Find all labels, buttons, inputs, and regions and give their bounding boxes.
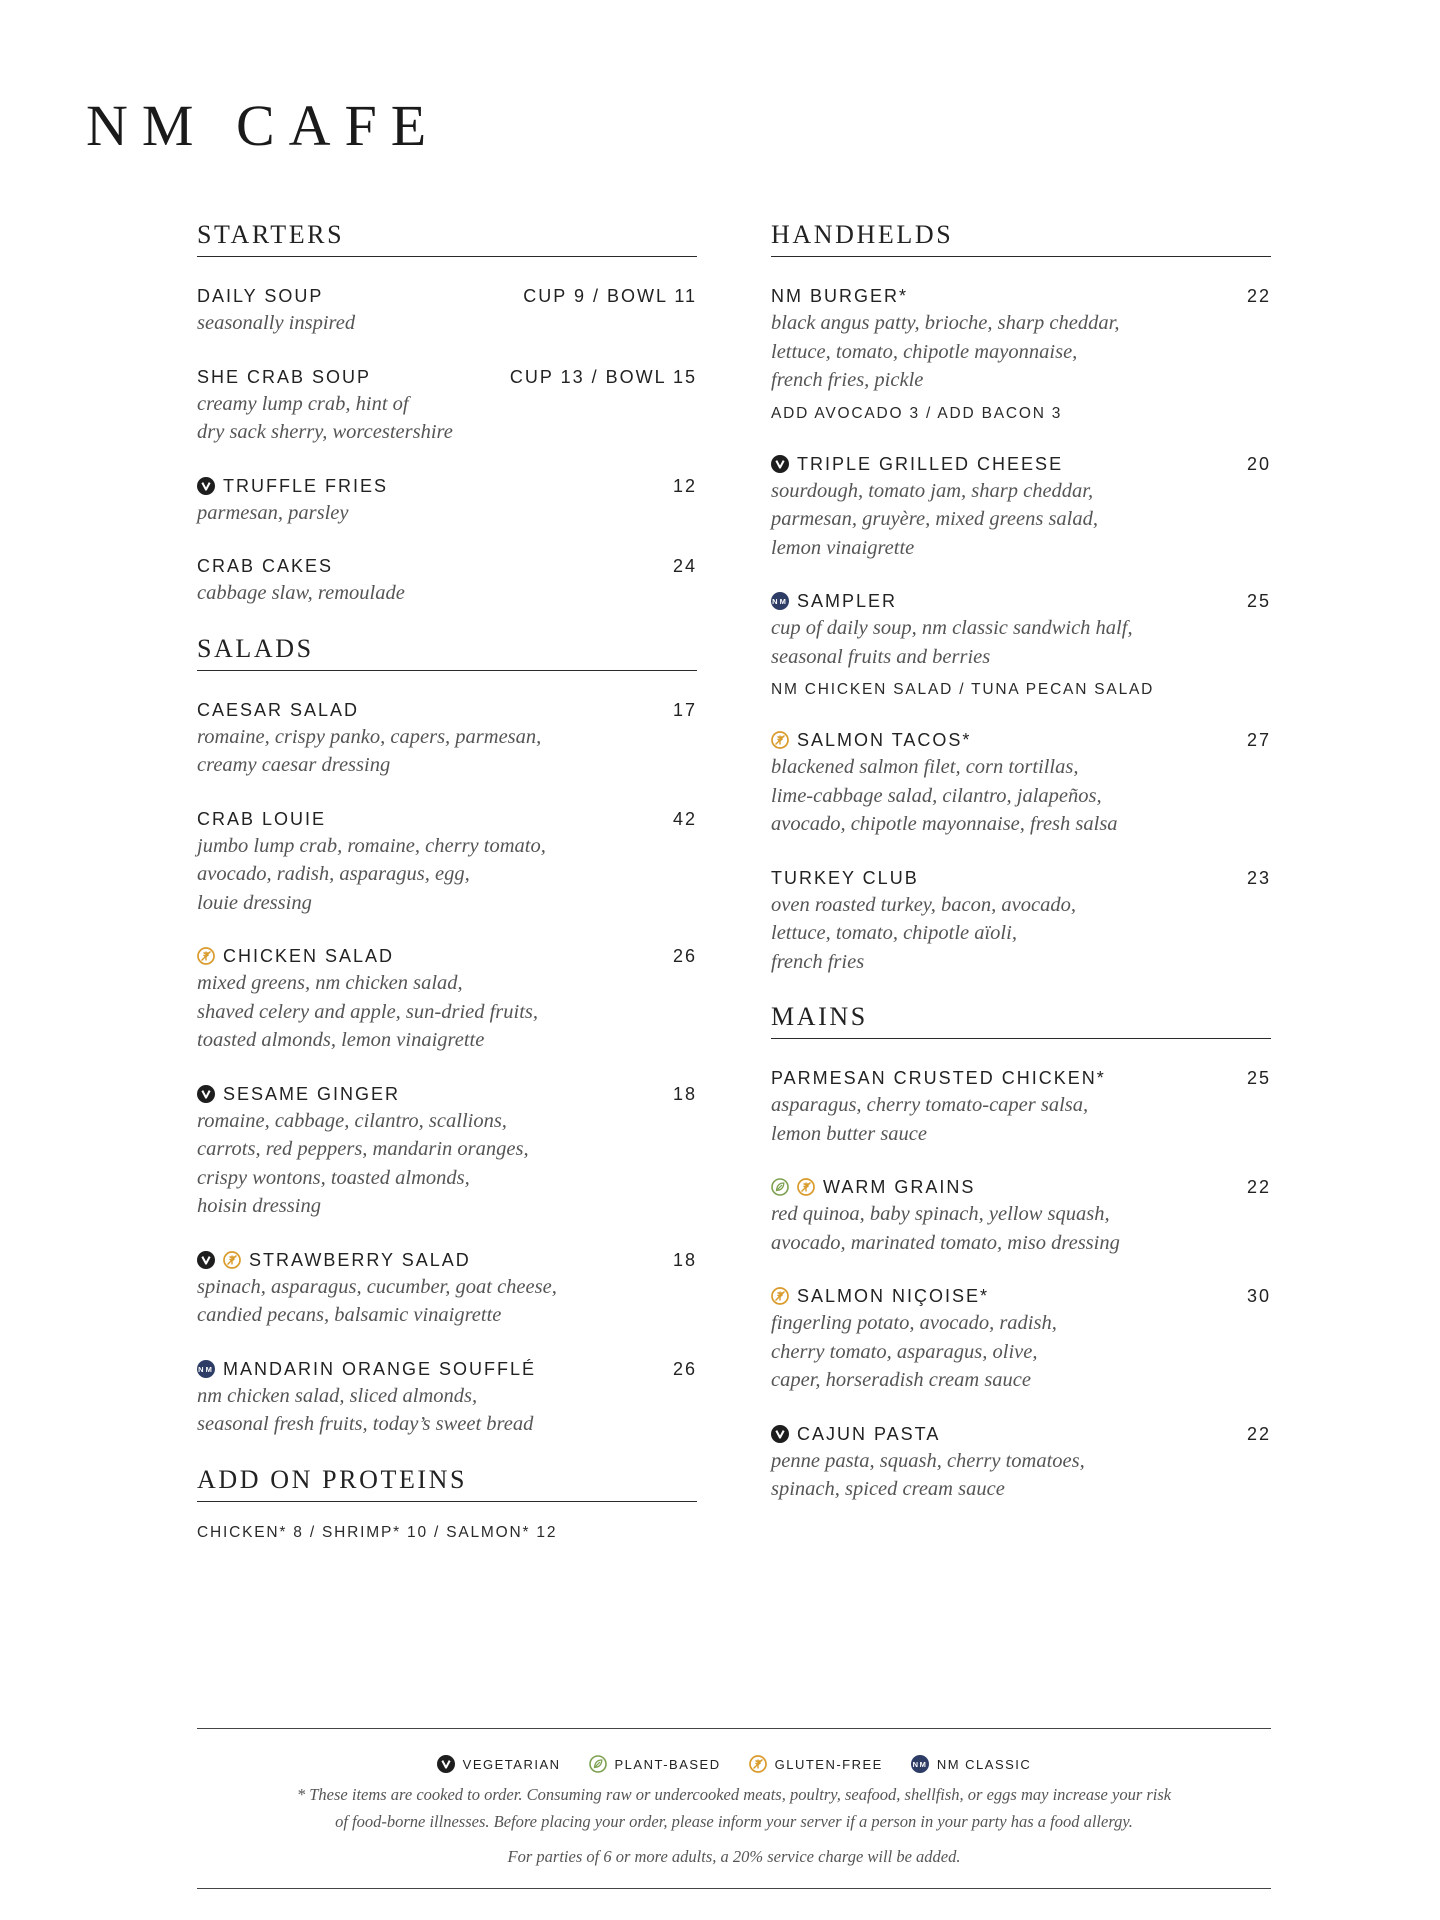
- description-line: sourdough, tomato jam, sharp cheddar,: [771, 479, 1094, 502]
- menu-item-header: [771, 283, 1271, 309]
- nm-classic-icon: [771, 592, 789, 610]
- menu-item: [771, 1174, 1271, 1257]
- description-line: seasonally inspired: [197, 312, 356, 334]
- menu-item-title: [197, 1356, 536, 1382]
- menu-item-description: [197, 499, 697, 528]
- description-line: penne pasta, squash, cherry tomatoes,: [771, 1449, 1085, 1472]
- menu-item-description: [771, 1309, 1271, 1395]
- menu-item-name: CAESAR SALAD: [197, 699, 360, 720]
- menu-item-description: [771, 891, 1271, 977]
- menu-item: [771, 283, 1271, 425]
- description-line: creamy caesar dressing: [197, 754, 391, 776]
- service-charge-note: For parties of 6 or more adults, a 20% service charge will be added.: [507, 1847, 961, 1866]
- menu-item-title: [197, 283, 323, 309]
- menu-item-title: [771, 588, 897, 614]
- description-line: mixed greens, nm chicken salad,: [197, 972, 463, 994]
- menu-item-price: 26: [672, 1358, 697, 1379]
- menu-item: [771, 451, 1271, 563]
- description-line: caper, horseradish cream sauce: [771, 1369, 1032, 1391]
- description-line: avocado, marinated tomato, miso dressing: [771, 1231, 1120, 1254]
- menu-item-header: [771, 588, 1271, 614]
- menu-item-addon: NM CHICKEN SALAD / TUNA PECAN SALAD: [771, 681, 1155, 698]
- description-line: parmesan, gruyère, mixed greens salad,: [771, 508, 1098, 530]
- menu-item-header: [197, 1356, 697, 1382]
- menu-item-price: 25: [1246, 591, 1271, 611]
- menu-item-price: CUP 13 / BOWL 15: [509, 366, 697, 387]
- nm-classic-icon: [197, 1360, 215, 1378]
- description-line: lime-cabbage salad, cilantro, jalapeños,: [771, 784, 1102, 807]
- menu-item-header: [197, 553, 697, 579]
- description-line: lemon butter sauce: [771, 1122, 927, 1145]
- menu-item-header: [771, 727, 1271, 753]
- menu-item: [197, 283, 697, 338]
- menu-item-addon: ADD AVOCADO 3 / ADD BACON 3: [771, 404, 1063, 422]
- description-line: jumbo lump crab, romaine, cherry tomato,: [197, 834, 546, 857]
- menu-item-name: TRUFFLE FRIES: [223, 475, 389, 496]
- menu-item-description: [197, 579, 697, 608]
- page-title: NM CAFE: [86, 93, 441, 158]
- proteins-line: CHICKEN* 8 / SHRIMP* 10 / SALMON* 12: [197, 1523, 558, 1541]
- description-line: crispy wontons, toasted almonds,: [197, 1166, 470, 1189]
- section-title-salads: SALADS: [197, 634, 697, 671]
- menu-item-name: CHICKEN SALAD: [223, 946, 395, 966]
- menu-item-price: 42: [672, 808, 697, 829]
- disclaimer-line: of food-borne illnesses. Before placing your order, please inform your server if a person in your party has a food allergy.: [335, 1812, 1133, 1831]
- description-line: oven roasted turkey, bacon, avocado,: [771, 893, 1076, 916]
- menu-item-header: [197, 697, 697, 723]
- menu-item: [771, 865, 1271, 977]
- description-line: shaved celery and apple, sun-dried fruits,: [197, 1000, 539, 1023]
- description-line: blackened salmon filet, corn tortillas,: [771, 756, 1079, 778]
- menu-item-description: [197, 969, 697, 1055]
- legend-item-plant-based: [589, 1755, 721, 1773]
- section-title-proteins: ADD ON PROTEINS: [197, 1465, 697, 1502]
- menu-item-header: [197, 806, 697, 832]
- description-line: black angus patty, brioche, sharp cheddar,: [771, 312, 1120, 334]
- description-line: lettuce, tomato, chipotle aïoli,: [771, 922, 1017, 944]
- menu-item-price: 25: [1246, 1068, 1271, 1088]
- menu-item-description: [197, 390, 697, 447]
- menu-item-name: SHE CRAB SOUP: [197, 366, 372, 387]
- menu-item-header: [197, 364, 697, 390]
- description-line: seasonal fruits and berries: [771, 645, 991, 668]
- menu-item-name: SAMPLER: [797, 591, 898, 611]
- vegetarian-icon: [771, 455, 789, 473]
- menu-item-title: [771, 451, 1063, 477]
- menu-item-name: NM BURGER*: [771, 286, 909, 306]
- disclaimer-line: * These items are cooked to order. Consuming raw or undercooked meats, poultry, seafood, shellfish, or eggs may increase your risk: [296, 1785, 1172, 1804]
- menu-item-header: [197, 1081, 697, 1107]
- menu-item: [771, 1065, 1271, 1148]
- menu-item-price: 22: [1246, 1177, 1271, 1197]
- menu-item-title: [197, 553, 333, 579]
- description-line: carrots, red peppers, mandarin oranges,: [197, 1138, 529, 1160]
- legend-item-gluten-free: [749, 1755, 883, 1773]
- menu-item: [771, 1283, 1271, 1395]
- description-line: fingerling potato, avocado, radish,: [771, 1312, 1057, 1334]
- right-column: [771, 220, 1271, 1530]
- description-line: asparagus, cherry tomato-caper salsa,: [771, 1094, 1089, 1116]
- menu-item-description: [197, 723, 697, 780]
- menu-item-description: [771, 753, 1271, 839]
- vegetarian-icon: [197, 1251, 215, 1269]
- menu-item-name: SALMON NIÇOISE*: [797, 1286, 990, 1306]
- menu-item-price: 22: [1246, 286, 1271, 306]
- menu-item: [197, 364, 697, 447]
- gluten-free-icon: [223, 1251, 241, 1269]
- menu-item-description: [771, 309, 1271, 395]
- menu-item-title: [771, 1421, 940, 1447]
- vegetarian-icon: [197, 1085, 215, 1103]
- legend-item-nm-classic: [911, 1755, 1031, 1773]
- menu-item-title: [197, 697, 359, 723]
- legend-label: NM CLASSIC: [936, 1756, 1032, 1772]
- description-line: candied pecans, balsamic vinaigrette: [197, 1304, 502, 1326]
- menu-item-header: [771, 865, 1271, 891]
- menu-item: [197, 806, 697, 918]
- plant-based-icon: [771, 1178, 789, 1196]
- menu-item: [197, 473, 697, 528]
- menu-item-price: 30: [1246, 1286, 1271, 1306]
- menu-item-description: [771, 1447, 1271, 1504]
- description-line: romaine, cabbage, cilantro, scallions,: [197, 1109, 507, 1132]
- description-line: red quinoa, baby spinach, yellow squash,: [771, 1203, 1110, 1225]
- legend-item-vegetarian: [437, 1755, 561, 1773]
- menu-item-name: SESAME GINGER: [223, 1083, 401, 1104]
- description-line: cherry tomato, asparagus, olive,: [771, 1340, 1038, 1363]
- menu-item-title: [197, 1081, 400, 1107]
- menu-item: [771, 1421, 1271, 1504]
- menu-item-header: [771, 1283, 1271, 1309]
- menu-item-price: 27: [1246, 730, 1271, 750]
- handhelds-list: [771, 283, 1271, 976]
- menu-item-description: [197, 1273, 697, 1330]
- menu-item-title: [771, 1283, 989, 1309]
- menu-item-description: [197, 1382, 697, 1439]
- description-line: lettuce, tomato, chipotle mayonnaise,: [771, 340, 1078, 363]
- footer: [197, 1728, 1271, 1870]
- menu-item-name: CRAB LOUIE: [197, 808, 327, 829]
- section-title-mains: MAINS: [771, 1002, 1271, 1039]
- menu-item-title: [771, 727, 971, 753]
- menu-item-title: [771, 1174, 975, 1200]
- section-title-starters: STARTERS: [197, 220, 697, 257]
- gluten-free-icon: [197, 947, 215, 965]
- menu-item-price: 26: [672, 946, 697, 966]
- allergy-disclaimer: [264, 1781, 1204, 1835]
- description-line: romaine, crispy panko, capers, parmesan,: [197, 725, 542, 748]
- section-title-handhelds: HANDHELDS: [771, 220, 1271, 257]
- description-line: spinach, asparagus, cucumber, goat cheese,: [197, 1275, 557, 1298]
- menu-item-description: [197, 832, 697, 918]
- menu-item-description: [771, 477, 1271, 563]
- vegetarian-icon: [771, 1425, 789, 1443]
- menu-item-title: [771, 283, 908, 309]
- menu-item-header: [197, 473, 697, 499]
- vegetarian-icon: [437, 1755, 455, 1773]
- menu-item: [197, 943, 697, 1055]
- menu-item: [197, 1356, 697, 1439]
- menu-item-description: [197, 1107, 697, 1221]
- menu-item-header: [197, 283, 697, 309]
- menu-item-name: CRAB CAKES: [197, 556, 334, 576]
- description-line: spinach, spiced cream sauce: [771, 1478, 1005, 1500]
- menu-item-price: 17: [672, 699, 697, 720]
- description-line: hoisin dressing: [197, 1195, 321, 1217]
- menu-item-description: [771, 1091, 1271, 1148]
- menu-item-name: CAJUN PASTA: [797, 1423, 941, 1444]
- legend-label: VEGETARIAN: [462, 1756, 561, 1772]
- menu-item-header: [197, 943, 697, 969]
- mains-list: [771, 1065, 1271, 1504]
- menu-item-title: [771, 1065, 1106, 1091]
- menu-item-price: 18: [672, 1083, 697, 1104]
- menu-item-price: 18: [672, 1249, 697, 1270]
- menu-item-title: [197, 1247, 471, 1273]
- menu-item-description: [197, 309, 697, 338]
- gluten-free-icon: [771, 731, 789, 749]
- menu-item: [771, 588, 1271, 701]
- gluten-free-icon: [749, 1755, 767, 1773]
- menu-item-title: [771, 865, 919, 891]
- description-line: cup of daily soup, nm classic sandwich half,: [771, 617, 1133, 639]
- vegetarian-icon: [197, 477, 215, 495]
- footer-divider: [197, 1888, 1271, 1889]
- menu-item-price: CUP 9 / BOWL 11: [523, 286, 697, 306]
- menu-item: [197, 553, 697, 608]
- description-line: creamy lump crab, hint of: [197, 392, 409, 415]
- menu-item-title: [197, 364, 371, 390]
- menu-item-header: [771, 1065, 1271, 1091]
- menu-item-header: [771, 1174, 1271, 1200]
- legend: [197, 1755, 1271, 1773]
- nm-classic-icon: [911, 1755, 929, 1773]
- menu-item-title: [197, 943, 394, 969]
- menu-item-header: [771, 1421, 1271, 1447]
- menu-item-name: TRIPLE GRILLED CHEESE: [797, 453, 1064, 474]
- description-line: seasonal fresh fruits, today’s sweet bread: [197, 1413, 534, 1435]
- starters-list: [197, 283, 697, 608]
- menu-item-name: PARMESAN CRUSTED CHICKEN*: [771, 1068, 1106, 1088]
- menu-item: [197, 1081, 697, 1221]
- description-line: avocado, chipotle mayonnaise, fresh salsa: [771, 813, 1118, 835]
- menu-item: [771, 727, 1271, 839]
- description-line: toasted almonds, lemon vinaigrette: [197, 1029, 485, 1051]
- menu-item-price: 20: [1246, 453, 1271, 474]
- menu-item-description: [771, 614, 1271, 671]
- legend-label: PLANT-BASED: [614, 1756, 721, 1772]
- menu-item-price: 23: [1246, 867, 1271, 888]
- description-line: lemon vinaigrette: [771, 536, 915, 559]
- salads-list: [197, 697, 697, 1439]
- menu-item-name: SALMON TACOS*: [797, 730, 972, 750]
- gluten-free-icon: [771, 1287, 789, 1305]
- svg-text:NM: NM: [198, 1364, 214, 1374]
- description-line: louie dressing: [197, 891, 312, 914]
- menu-item-title: [197, 473, 388, 499]
- menu-item-name: WARM GRAINS: [823, 1177, 976, 1197]
- menu-item-price: 22: [1246, 1423, 1271, 1444]
- menu-item-title: [197, 806, 326, 832]
- menu-item-price: 24: [672, 556, 697, 576]
- menu-item-name: STRAWBERRY SALAD: [249, 1249, 471, 1270]
- description-line: avocado, radish, asparagus, egg,: [197, 863, 470, 885]
- menu-item-name: MANDARIN ORANGE SOUFFLÉ: [223, 1358, 537, 1379]
- menu-item-name: TURKEY CLUB: [771, 867, 919, 888]
- menu-item: [197, 1247, 697, 1330]
- svg-text:NM: NM: [772, 597, 788, 606]
- menu-item: [197, 697, 697, 780]
- menu-item-header: [197, 1247, 697, 1273]
- description-line: nm chicken salad, sliced almonds,: [197, 1384, 478, 1407]
- svg-text:NM: NM: [912, 1760, 928, 1769]
- legend-label: GLUTEN-FREE: [774, 1756, 883, 1772]
- menu-item-name: DAILY SOUP: [197, 286, 324, 306]
- left-column: [197, 220, 697, 1544]
- plant-based-icon: [589, 1755, 607, 1773]
- gluten-free-icon: [797, 1178, 815, 1196]
- menu-item-header: [771, 451, 1271, 477]
- description-line: dry sack sherry, worcestershire: [197, 421, 453, 443]
- description-line: french fries: [771, 950, 865, 973]
- menu-item-price: 12: [672, 475, 697, 496]
- description-line: parmesan, parsley: [197, 501, 349, 524]
- menu-item-description: [771, 1200, 1271, 1257]
- description-line: cabbage slaw, remoulade: [197, 582, 405, 604]
- description-line: french fries, pickle: [771, 369, 924, 391]
